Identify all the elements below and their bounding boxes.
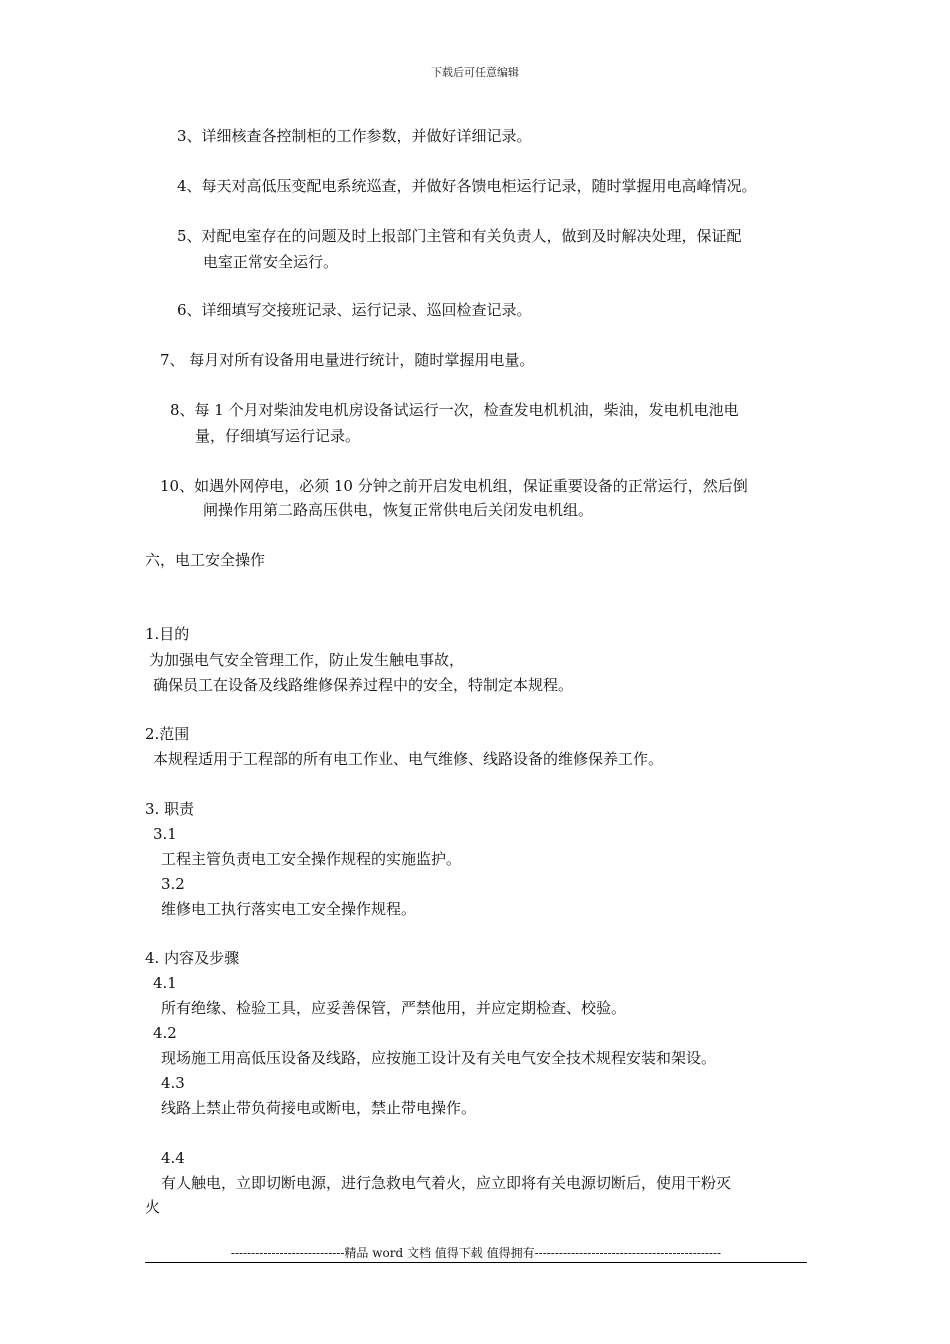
duty-item-8-continued: 量，仔细填写运行记录。 — [195, 427, 361, 445]
section-title: 六，电工安全操作 — [145, 551, 266, 569]
content-text-4-4: 有人触电，立即切断电源，进行急救电气着火，应立即将有关电源切断后，使用干粉灭 — [161, 1174, 732, 1192]
duty-item-8: 8、每 1 个月对柴油发电机房设备试运行一次，检查发电机机油，柴油，发电机电池电 — [170, 401, 739, 419]
content-number-4-4: 4.4 — [161, 1149, 185, 1167]
purpose-line-1: 为加强电气安全管理工作，防止发生触电事故， — [149, 651, 465, 669]
duty-item-5: 5、对配电室存在的问题及时上报部门主管和有关负责人，做到及时解决处理，保证配 — [177, 227, 742, 245]
purpose-heading: 1.目的 — [145, 625, 190, 643]
duty-item-7: 7、 每月对所有设备用电量进行统计，随时掌握用电量。 — [160, 351, 535, 369]
duty-item-10-continued: 闸操作用第二路高压供电，恢复正常供电后关闭发电机组。 — [203, 501, 594, 519]
duty-item-10: 10、如遇外网停电，必须 10 分钟之前开启发电机组，保证重要设备的正常运行，然后倒 — [160, 477, 748, 495]
content-number-4-3: 4.3 — [161, 1074, 185, 1092]
content-text-4-2: 现场施工用高低压设备及线路，应按施工设计及有关电气安全技术规程安装和架设。 — [161, 1049, 717, 1067]
content-number-4-1: 4.1 — [153, 974, 177, 992]
responsibility-text-3-2: 维修电工执行落实电工安全操作规程。 — [161, 900, 417, 918]
content-text-4-4-continued: 火 — [145, 1198, 161, 1216]
content-text-4-3: 线路上禁止带负荷接电或断电，禁止带电操作。 — [161, 1099, 477, 1117]
content-heading: 4. 内容及步骤 — [145, 949, 240, 967]
duty-item-6: 6、详细填写交接班记录、运行记录、巡回检查记录。 — [177, 301, 532, 319]
responsibility-text-3-1: 工程主管负责电工安全操作规程的实施监护。 — [161, 850, 462, 868]
scope-heading: 2.范围 — [145, 725, 190, 743]
purpose-line-2: 确保员工在设备及线路维修保养过程中的安全，特制定本规程。 — [153, 676, 574, 694]
content-number-4-2: 4.2 — [153, 1024, 177, 1042]
scope-text: 本规程适用于工程部的所有电工作业、电气维修、线路设备的维修保养工作。 — [153, 750, 664, 768]
responsibility-number-3-2: 3.2 — [161, 875, 185, 893]
footer-rule — [145, 1262, 807, 1263]
duty-item-4: 4、每天对高低压变配电系统巡查，并做好各馈电柜运行记录，随时掌握用电高峰情况。 — [177, 177, 757, 195]
duty-item-3: 3、详细核查各控制柜的工作参数，并做好详细记录。 — [177, 127, 532, 145]
page-header: 下载后可任意编辑 — [431, 66, 519, 79]
responsibility-heading: 3. 职责 — [145, 800, 195, 818]
content-text-4-1: 所有绝缘、检验工具，应妥善保管，严禁他用，并应定期检查、校验。 — [161, 999, 627, 1017]
responsibility-number-3-1: 3.1 — [153, 825, 177, 843]
page-footer: ----------------------------精品 word 文档 值得下载 值得拥有---------------------------------------------- — [230, 1246, 722, 1260]
duty-item-5-continued: 电室正常安全运行。 — [203, 253, 339, 271]
